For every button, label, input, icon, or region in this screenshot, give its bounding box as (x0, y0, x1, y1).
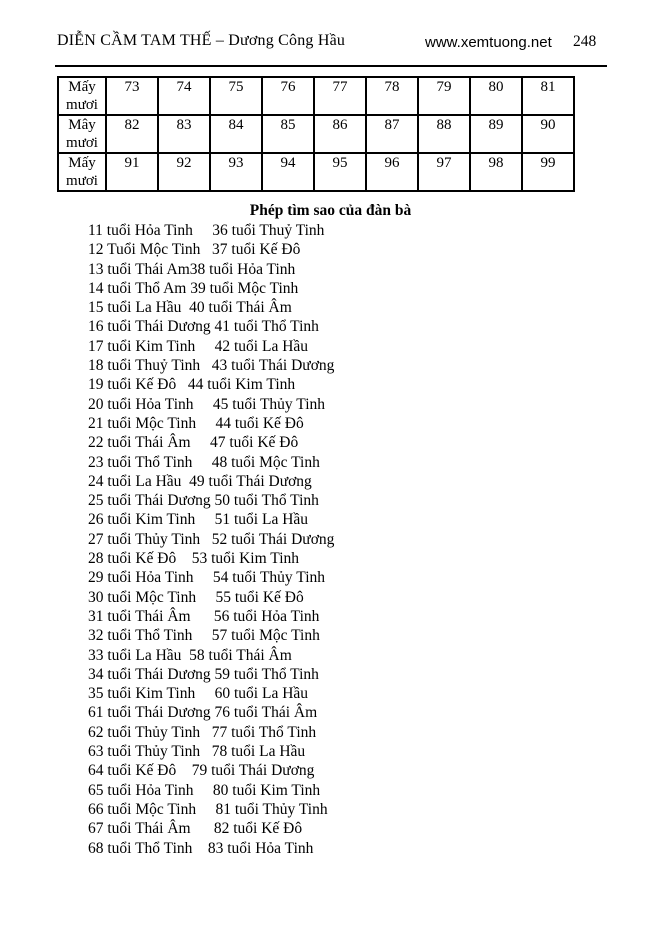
age-star-line: 20 tuổi Hỏa Tinh 45 tuổi Thủy Tinh (88, 395, 326, 413)
age-star-line: 25 tuổi Thái Dương 50 tuổi Thổ Tinh (88, 492, 319, 510)
age-star-line: 67 tuổi Thái Âm 82 tuổi Kế Đô (88, 820, 303, 838)
book-title: DIỄN CẦM TAM THẾ – Dương Công Hầu (57, 32, 346, 49)
table-cell: 76 (262, 77, 314, 115)
table-cell: 95 (314, 153, 366, 191)
table-row (58, 77, 574, 115)
age-star-line: 31 tuổi Thái Âm 56 tuổi Hỏa Tinh (88, 607, 320, 625)
age-star-line: 29 tuổi Hỏa Tinh 54 tuổi Thủy Tinh (88, 569, 326, 587)
age-star-line: 64 tuổi Kế Đô 79 tuổi Thái Dương (88, 762, 315, 780)
table-cell: 86 (314, 115, 366, 153)
age-star-line: 23 tuổi Thổ Tinh 48 tuổi Mộc Tinh (88, 453, 320, 471)
age-star-line: 35 tuổi Kim Tinh 60 tuổi La Hầu (88, 685, 309, 703)
table-cell: 92 (158, 153, 210, 191)
table-cell: 83 (158, 115, 210, 153)
table-cell: 78 (366, 77, 418, 115)
table-row (58, 115, 574, 153)
age-star-line: 19 tuổi Kế Đô 44 tuổi Kim Tinh (88, 376, 296, 394)
table-cell: 77 (314, 77, 366, 115)
age-star-line: 66 tuổi Mộc Tinh 81 tuổi Thủy Tinh (88, 800, 328, 818)
table-cell: 87 (366, 115, 418, 153)
table-cell: 85 (262, 115, 314, 153)
age-star-line: 12 Tuổi Mộc Tinh 37 tuổi Kế Đô (88, 241, 301, 259)
table-cell: 74 (158, 77, 210, 115)
age-star-line: 14 tuổi Thổ Am 39 tuổi Mộc Tinh (88, 279, 299, 297)
table-cell: 97 (418, 153, 470, 191)
age-star-line: 21 tuổi Mộc Tinh 44 tuổi Kế Đô (88, 414, 304, 432)
age-star-line: 18 tuổi Thuỷ Tinh 43 tuổi Thái Dương (88, 357, 335, 375)
table-cell: 96 (366, 153, 418, 191)
table-cell: 99 (522, 153, 574, 191)
age-star-line: 65 tuổi Hỏa Tinh 80 tuổi Kim Tinh (88, 781, 321, 799)
age-star-line: 13 tuổi Thái Am38 tuổi Hỏa Tinh (88, 260, 296, 278)
age-star-line: 15 tuổi La Hầu 40 tuổi Thái Âm (88, 299, 292, 317)
table-cell: 82 (106, 115, 158, 153)
age-star-line: 33 tuổi La Hầu 58 tuổi Thái Âm (88, 646, 292, 664)
ages-star-list (88, 221, 334, 858)
decades-table (57, 76, 575, 192)
age-star-line: 11 tuổi Hỏa Tinh 36 tuổi Thuỷ Tinh (88, 222, 325, 239)
age-star-line: 24 tuổi La Hầu 49 tuổi Thái Dương (88, 472, 312, 490)
table-cell: 81 (522, 77, 574, 115)
table-cell: 91 (106, 153, 158, 191)
table-cell: 79 (418, 77, 470, 115)
table-cell: 98 (470, 153, 522, 191)
age-star-line: 17 tuổi Kim Tinh 42 tuổi La Hầu (88, 337, 309, 355)
age-star-line: 63 tuổi Thủy Tinh 78 tuổi La Hầu (88, 743, 306, 761)
section-heading: Phép tìm sao của đàn bà (249, 202, 412, 219)
page-number: 248 (573, 33, 597, 50)
table-cell: 93 (210, 153, 262, 191)
age-star-line: 16 tuổi Thái Dương 41 tuổi Thổ Tinh (88, 318, 319, 336)
age-star-line: 68 tuổi Thổ Tinh 83 tuổi Hỏa Tinh (88, 839, 314, 857)
table-cell: 75 (210, 77, 262, 115)
table-cell: 89 (470, 115, 522, 153)
age-star-line: 26 tuổi Kim Tinh 51 tuổi La Hầu (88, 511, 309, 529)
age-star-line: 30 tuổi Mộc Tinh 55 tuổi Kế Đô (88, 588, 304, 606)
header-rule-divider (55, 65, 607, 67)
age-star-line: 22 tuổi Thái Âm 47 tuổi Kế Đô (88, 434, 299, 452)
table-cell: 84 (210, 115, 262, 153)
age-star-line: 61 tuổi Thái Dương 76 tuổi Thái Âm (88, 704, 318, 722)
age-star-line: 32 tuổi Thổ Tinh 57 tuổi Mộc Tinh (88, 627, 320, 645)
table-cell: 73 (106, 77, 158, 115)
table-cell: 80 (470, 77, 522, 115)
table-cell: 90 (522, 115, 574, 153)
table-cell: 94 (262, 153, 314, 191)
age-star-line: 34 tuổi Thái Dương 59 tuổi Thổ Tinh (88, 665, 319, 683)
age-star-line: 62 tuổi Thủy Tinh 77 tuổi Thổ Tinh (88, 723, 317, 741)
table-row (58, 153, 574, 191)
table-cell: 88 (418, 115, 470, 153)
age-star-line: 28 tuổi Kế Đô 53 tuổi Kim Tinh (88, 550, 299, 568)
website-url: www.xemtuong.net (425, 34, 552, 51)
row-label-cell: Mấy mươi (58, 153, 106, 191)
row-label-cell: Mấy mươi (58, 77, 106, 115)
age-star-line: 27 tuổi Thủy Tinh 52 tuổi Thái Dương (88, 530, 335, 548)
row-label-cell: Mây mươi (58, 115, 106, 153)
